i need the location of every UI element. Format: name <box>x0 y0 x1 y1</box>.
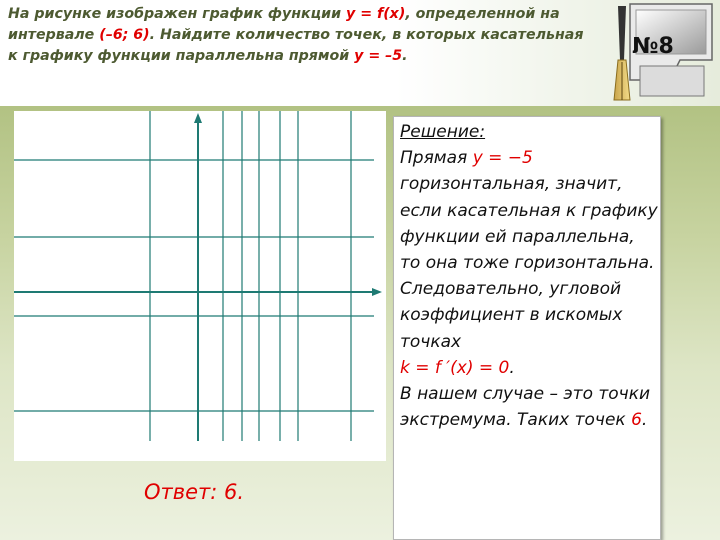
coordinate-grid <box>14 111 386 461</box>
solution-text-part: Прямая <box>400 148 473 169</box>
task-text: . <box>402 48 408 64</box>
y-axis-arrow <box>194 113 202 123</box>
solution-box <box>393 116 661 540</box>
task-text: На рисунке изображен график функции <box>8 6 347 22</box>
solution-text-part: горизонтальная, значит, если касательная к графику функции ей параллельна, то она тоже горизонтальна. Следовательно, угловой коэффициент в искомых точках <box>400 174 658 352</box>
x-axis-arrow <box>372 288 382 296</box>
solution-k-equation: k = f ′(x) = 0 <box>400 357 510 378</box>
solution-count: 6 <box>631 410 642 431</box>
task-statement <box>8 4 598 67</box>
header <box>0 0 720 106</box>
solution-line-equation: y = −5 <box>472 148 533 169</box>
task-line: y = –5 <box>354 48 403 64</box>
solution-text-part: . <box>641 410 648 431</box>
task-interval: (–6; 6) <box>99 27 150 43</box>
solution-text-part: В нашем случае – это точки экстремума. Таких точек <box>400 384 651 431</box>
task-function: y = f(x) <box>346 6 406 22</box>
task-number-badge: №8 <box>632 34 674 59</box>
solution-heading: Решение: <box>400 122 486 142</box>
solution-text <box>400 119 658 433</box>
graph-area <box>14 111 386 461</box>
task-text: . Найдите количество точек, в которых касательная к графику функции параллельна прямой <box>8 27 584 64</box>
task-text: , определенной на интервале <box>8 6 560 43</box>
answer-text: Ответ: 6. <box>144 480 245 504</box>
solution-text-part: . <box>509 357 515 378</box>
